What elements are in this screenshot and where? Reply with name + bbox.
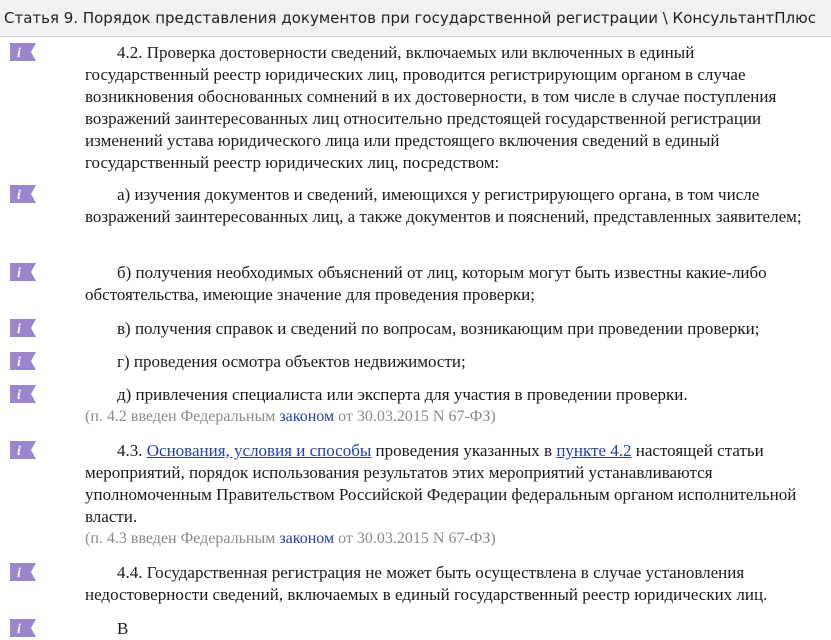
paragraph-4-4 (0, 562, 821, 606)
paragraph-v-text: в) получения справок и сведений по вопросам, возникающим при проведении проверки; (117, 319, 760, 338)
paragraph-a-text: а) изучения документов и сведений, имеющихся у регистрирующего органа, в том числе возражений заинтересованных лиц, а также документов и пояснений, представленных заявителем; (85, 185, 802, 226)
svg-text:i: i (17, 46, 21, 61)
note-text: от 30.03.2015 N 67-ФЗ) (334, 530, 496, 547)
info-flag-icon[interactable] (10, 352, 36, 371)
info-flag-icon[interactable] (10, 385, 36, 404)
paragraph-4-2 (0, 42, 821, 174)
grounds-link[interactable]: Основания, условия и способы (146, 441, 372, 460)
amendment-note (85, 406, 821, 428)
info-flag-icon[interactable] (10, 263, 36, 282)
info-flag-icon[interactable] (10, 563, 36, 582)
note-text: (п. 4.2 введен Федеральным (85, 408, 280, 425)
paragraph-g-text: г) проведения осмотра объектов недвижимости; (117, 352, 466, 371)
paragraph-text (85, 618, 821, 640)
point-4-2-link[interactable]: пункте 4.2 (556, 441, 632, 460)
svg-text:i: i (17, 388, 21, 403)
paragraph-text (85, 184, 821, 228)
svg-text:i: i (17, 266, 21, 281)
paragraph-v (0, 318, 821, 340)
paragraph-next-text: В (117, 619, 129, 638)
note-text: от 30.03.2015 N 67-ФЗ) (334, 408, 496, 425)
info-flag-icon[interactable] (10, 441, 36, 460)
svg-text:i: i (17, 188, 21, 203)
info-flag-icon[interactable] (10, 319, 36, 338)
paragraph-a (0, 184, 821, 228)
info-flag-icon[interactable] (10, 43, 36, 62)
svg-text:i: i (17, 444, 21, 459)
paragraph-d (0, 384, 821, 428)
paragraph-4-3-mid: проведения указанных в (371, 441, 557, 460)
paragraph-text (85, 42, 821, 174)
paragraph-4-3 (0, 440, 821, 550)
svg-text:i: i (17, 622, 21, 637)
info-flag-icon[interactable] (10, 619, 36, 638)
paragraph-text (85, 318, 821, 340)
paragraph-text (85, 351, 821, 373)
svg-text:i: i (17, 322, 21, 337)
paragraph-d-text: д) привлечения специалиста или эксперта для участия в проведении проверки. (117, 385, 688, 404)
note-text: (п. 4.3 введен Федеральным (85, 530, 280, 547)
law-link[interactable]: законом (279, 530, 335, 547)
paragraph-4-2-text: 4.2. Проверка достоверности сведений, включаемых или включенных в единый государственный реестр юридических лиц, проводится регистрирующим органом в случае возникновения обоснованных сомнений в их достоверности, в том числе в случае поступления возражений заинтересованных лиц относительно предстоящей государственной регистрации изменений устава юридического лица или предстоящего включения сведений в единый государственный реестр юридических лиц, посредством: (85, 43, 777, 172)
paragraph-text (85, 440, 821, 528)
paragraph-text (85, 562, 821, 606)
paragraph-4-3-rest: настоящей статьи мероприятий, порядок использования результатов этих мероприятий устанавливаются уполномоченным Правительством Российской Федерации федеральным органом исполнительной власти. (85, 441, 797, 526)
svg-text:i: i (17, 566, 21, 581)
paragraph-b-text: б) получения необходимых объяснений от лиц, которым могут быть известны какие-либо обстоятельства, имеющие значение для проведения проверки; (85, 263, 767, 304)
paragraph-next (0, 618, 821, 640)
paragraph-4-3-prefix: 4.3. (117, 441, 147, 460)
paragraph-text (85, 384, 821, 406)
window-title: Статья 9. Порядок представления документов при государственной регистрации \ КонсультантПлюс (0, 0, 831, 37)
paragraph-4-4-text: 4.4. Государственная регистрация не может быть осуществлена в случае установления недостоверности сведений, включаемых в единый государственный реестр юридических лиц. (85, 563, 768, 604)
paragraph-text (85, 262, 821, 306)
paragraph-g (0, 351, 821, 373)
law-link[interactable]: законом (279, 408, 335, 425)
info-flag-icon[interactable] (10, 185, 36, 204)
paragraph-b (0, 262, 821, 306)
amendment-note (85, 528, 821, 550)
svg-text:i: i (17, 355, 21, 370)
